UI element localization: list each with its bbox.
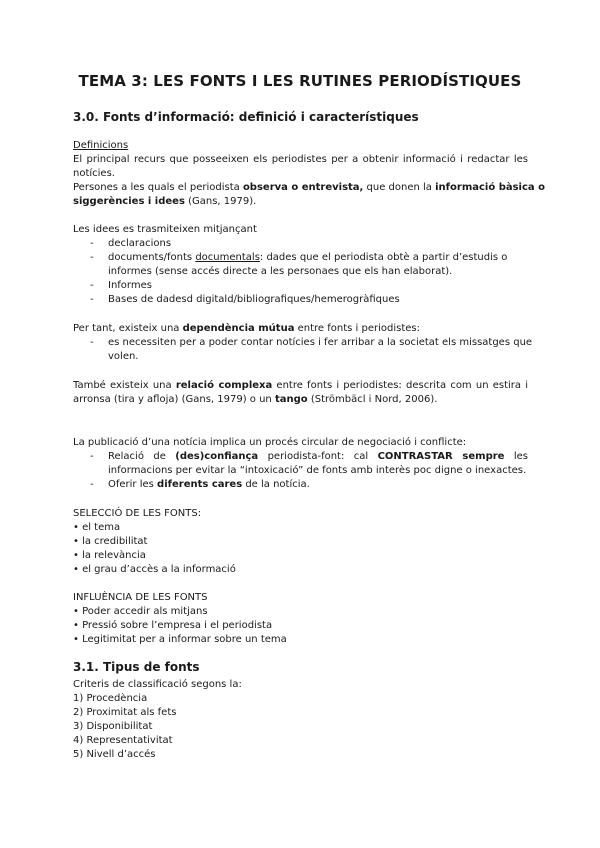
list-item: Bases de dadesd digitald/bibliografiques/hemerogràfiques — [108, 294, 400, 305]
publication-intro: La publicació d’una notícia implica un procés circular de negociació i conflicte: — [73, 437, 467, 448]
bullet-item: • Pressió sobre l’empresa i el periodista — [73, 620, 273, 631]
list-dash: - — [90, 337, 94, 348]
influencia-heading: INFLUÈNCIA DE LES FONTS — [73, 592, 208, 603]
list-item-continuation: informes (sense accés directe a les personaes que els han elaborat). — [108, 266, 453, 277]
text-run: que donen la — [363, 182, 436, 193]
text-run: entre fonts i periodistes: — [294, 323, 421, 334]
text-run: documents/fonts — [108, 252, 196, 263]
text-run: Relació de — [108, 451, 176, 462]
text-run-bold: observa o entrevista, — [242, 182, 364, 193]
text-run: : dades que el periodista obtè a partir d’estudis o — [259, 252, 508, 263]
text-run-bold: (des)confiança — [175, 451, 259, 462]
text-run: També existeix una — [73, 380, 176, 391]
text-run: (Strömbäcl i Nord, 2006). — [307, 394, 438, 405]
numbered-item: 3) Disponibilitat — [73, 721, 153, 732]
text-run-bold: diferents cares — [157, 479, 243, 490]
text-run: Oferir les — [108, 479, 158, 490]
numbered-item: 2) Proximitat als fets — [73, 707, 177, 718]
list-dash: - — [90, 238, 94, 249]
text-run-underlined: documentals — [195, 252, 260, 263]
list-dash: - — [90, 479, 94, 490]
list-item — [108, 478, 310, 492]
list-item — [108, 251, 507, 265]
list-item: Informes — [108, 280, 152, 291]
section-heading-3-1: 3.1. Tipus de fonts — [73, 660, 200, 674]
list-item — [108, 450, 528, 464]
text-run-bold: informació bàsica o — [435, 182, 546, 193]
list-item-continuation: informacions per evitar la “intoxicació” de fonts amb interès poc digne o inexactes. — [108, 465, 527, 476]
document-title: TEMA 3: LES FONTS I LES RUTINES PERIODÍSTIQUES — [78, 72, 522, 90]
text-run: Per tant, existeix una — [73, 323, 183, 334]
seleccio-heading: SELECCIÓ DE LES FONTS: — [73, 508, 202, 519]
bullet-item: • la relevància — [73, 550, 146, 561]
text-run: periodista-font: cal — [258, 451, 378, 462]
text-run: Persones a les quals el periodista — [73, 182, 243, 193]
definicions-label: Definicions — [73, 140, 129, 151]
text-run: entre fonts i periodistes: descrita com un estira i — [272, 380, 528, 391]
ideas-intro: Les idees es trasmiteixen mitjançant — [73, 224, 257, 235]
list-dash: - — [90, 280, 94, 291]
relation-line — [73, 379, 528, 393]
text-run: arronsa (tira y afloja) (Gans, 1979) o un — [73, 394, 275, 405]
definition-line: notícies. — [73, 168, 115, 179]
list-item: es necessiten per a poder contar notícies i fer arribar a la societat els missatges que — [108, 337, 533, 348]
list-dash: - — [90, 294, 94, 305]
bullet-item: • el tema — [73, 522, 121, 533]
bullet-item: • Poder accedir als mitjans — [73, 606, 208, 617]
text-run-bold: CONTRASTAR sempre — [377, 451, 505, 462]
numbered-item: 5) Nivell d’accés — [73, 749, 156, 760]
text-run-bold: siggerències i idees — [73, 196, 185, 207]
list-dash: - — [90, 252, 94, 263]
numbered-item: 4) Representativitat — [73, 735, 173, 746]
definition-line: El principal recurs que posseeixen els periodistes per a obtenir informació i redactar les — [73, 154, 528, 165]
list-dash: - — [90, 451, 94, 462]
text-run-bold: dependència mútua — [182, 323, 295, 334]
bullet-item: • el grau d’accès a la informació — [73, 564, 236, 575]
text-run: de la notícia. — [242, 479, 310, 490]
criteria-intro: Criteris de classificació segons la: — [73, 679, 242, 690]
definition-line — [73, 181, 545, 195]
text-run-bold: relació complexa — [175, 380, 273, 391]
numbered-item: 1) Procedència — [73, 693, 148, 704]
section-heading-3-0: 3.0. Fonts d’informació: definició i característiques — [73, 110, 419, 124]
list-item: declaracions — [108, 238, 172, 249]
relation-line — [73, 393, 437, 407]
list-item-continuation: volen. — [108, 351, 139, 362]
text-run-bold: tango — [274, 394, 308, 405]
bullet-item: • la credibilitat — [73, 536, 148, 547]
bullet-item: • Legitimitat per a informar sobre un tema — [73, 634, 287, 645]
dependence-line — [73, 322, 420, 336]
definition-line — [73, 195, 256, 209]
text-run: (Gans, 1979). — [184, 196, 257, 207]
text-run: les — [504, 451, 528, 462]
